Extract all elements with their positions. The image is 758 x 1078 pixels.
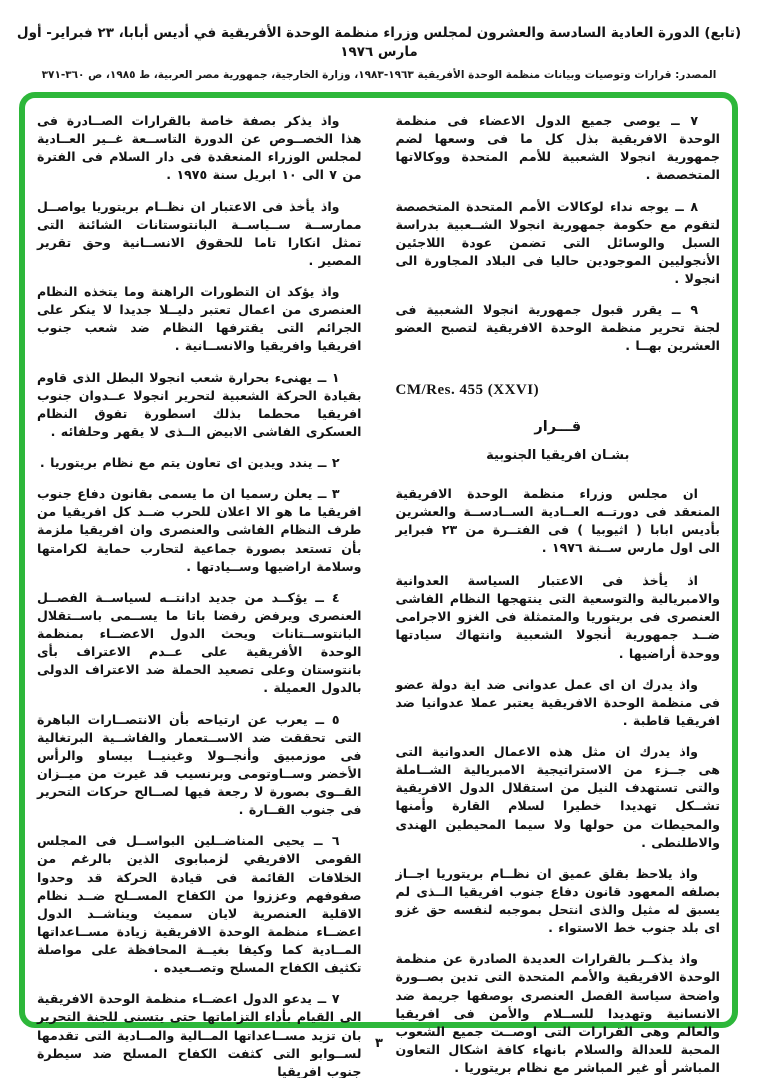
paragraph: ٤ ــ يؤكــد من جديد ادانتــه لسياســة الفصــل العنصرى ويرفض رفضا باتا ما يســمى باســتقلال البانتوســتانات ويحث الدول الاعضــاء بمنظمة الوحدة الأفريقية على عــدم الاعتراف بأى بانتوستان وعلى تصعيد الحملة ضد الاعتراف الدولى بالدول العميلة . <box>37 589 362 696</box>
page-header <box>0 0 758 81</box>
paragraph: ٧ ــ يوصى جميع الدول الاعضاء فى منظمة الوحدة الافريقية بذل كل ما فى وسعها لضم جمهورية انجولا الشعبية للأمم المتحدة ووكالاتها المتخصصة . <box>395 113 720 183</box>
right-column <box>395 112 721 1075</box>
paragraph: واذ يدرك ان مثل هذه الاعمال العدوانية التى هى جــزء من الاستراتيجية الامبريالية الشــاملة والتى تستهدف النيل من استقلال الدول الافريقية تشــكل تهديدا خطيرا لسلام القارة وأمنها والمحيطات من حولها ولا سيما المحيطين الهندى والاطلنطى . <box>395 744 720 850</box>
paragraph: واذ يؤكد ان التطورات الراهنة وما يتخذه النظام العنصرى من اعمال تعتبر دليــلا جديدا لا ينكر على الجرائم التى يقترفها النظام ضد شعب جنوب افريقيا وافريقيا والانســانية . <box>37 284 362 354</box>
paragraph: ٨ ــ يوجه نداء لوكالات الأمم المتحدة المتخصصة لتقوم مع حكومة جمهورية انجولا الشــعبية بدراسة السبل والوسائل التى تضمن عودة اللاجئين الأنجوليين الموجودين حاليا فى البلاد المجاورة الى انجولا . <box>395 198 720 286</box>
paragraph: واذ يأخذ فى الاعتبار ان نظــام بريتوريا يواصــل ممارســة ســياســة البانتوستانات الشائنة التى تمثل انكارا تاما للحقوق الانســانية وحق تقرير المصير . <box>37 198 362 268</box>
paragraph: ٣ ــ يعلن رسميا ان ما يسمى بقانون دفاع جنوب افريقيا ما هو الا اعلان للحرب ضــد كل افريقيا من طرف النظام الفاشى والعنصرى وان افريقيا ملزمة بأن تستعد بصورة جماعية لتحارب حماية لكرامتها وسلامة اراضيها وســيادتها . <box>37 486 362 574</box>
page-number: ٣ <box>375 1036 383 1051</box>
paragraph: واذ يدرك ان اى عمل عدوانى ضد اية دولة عضو فى منظمة الوحدة الافريقية يعتبر عملا عدوانيا ضد افريقيا قاطبة . <box>395 676 720 728</box>
paragraph: اذ يأخذ فى الاعتبار السياسة العدوانية والامبريالية والتوسعية التى ينتهجها النظام الفاشى العنصرى فى بريتوريا والمتمثلة فى الغزو الاجرامى ضــد جمهورية أنجولا الشعبية وانتهاك سيادتها ووحدة أراضيها . <box>395 573 720 661</box>
session-title: (تابع) الدورة العادية السادسة والعشرون لمجلس وزراء منظمة الوحدة الأفريقية في أديس أبابا، ٢٣ فبراير- أول مارس ١٩٧٦ <box>16 25 742 60</box>
paragraph: ٩ ــ يقرر قبول جمهورية انجولا الشعبية فى لجنة تحرير منظمة الوحدة الافريقية لتصبح العضو العشرين بهــا . <box>395 302 720 354</box>
left-column <box>37 112 362 1078</box>
two-column-layout <box>37 112 720 1078</box>
paragraph: ٧ ــ يدعو الدول اعضــاء منظمة الوحدة الافريقية الى القيام بأداء التزاماتها حتى يتسنى للجنة التحرير بان تزيد مســاعداتها المــالية والمــادية التى تقدمها لســوابو التى كثفت الكفاح المسلح ضد سيطرة جنوب افريقيا <box>37 991 362 1078</box>
resolution-subtitle: بشـان افريقيا الجنوبية <box>486 447 630 463</box>
paragraph: ٦ ــ يحيى المناضــلين البواســل فى المجلس القومى الافريقي لزمبابوى الذين بالرغم من الخلافات القائمة فى قيادة الحركة قد وحدوا صفوفهم وعززوا من الكفاح المســلح ضــد نظام الاقلية العنصرية لايان سميث ويناشــد الدول اعضــاء منظمة الوحدة الافريقية زيادة مســاعداتها المــادية كما وكيفا بغيــة المحافظة على مواصلة تكثيف الكفاح المسلح وتصــعيده . <box>37 833 362 976</box>
paragraph: ٢ ــ يندد ويدين اى تعاون يتم مع نظام بريتوريا . <box>39 455 340 470</box>
green-border-frame <box>19 92 738 1078</box>
paragraph: واذ يلاحظ بقلق عميق ان نظــام بريتوريا اجــاز بصلفه المعهود قانون دفاع جنوب افريقيا الــذى لم يسبق له مثيل والذى انتحل بموجبه لنفسه حق غزو اى بلد جنوب خط الاستواء . <box>395 865 720 936</box>
paragraph: واذ يذكــر بالقرارات العديدة الصادرة عن منظمة الوحدة الافريقية والأمم المتحدة التى تدين بصــورة واضحة سياسة الفصل العنصرى بوصفها جريمة ضد الانسانية وتهديدا للســلام والأمن فى افريقيا والعالم وهى القرارات التى اوصــت جميع الشعوب المحبة للعدالة والسلام بانهاء كافة اشكال التعاون المباشر أو غير المباشر مع نظام بريتوريا . <box>395 951 720 1075</box>
paragraph: ان مجلس وزراء منظمة الوحدة الافريقية المنعقد فى دورتــه العــادية الســادســة والعشرين بأديس ابابا ( اثيوبيا ) فى الفتــرة من ٢٣ فبراير الى اول مارس ســنة ١٩٧٦ . <box>395 485 720 555</box>
resolution-title: قـــرار <box>534 418 582 435</box>
paragraph: ١ ــ يهنىء بحرارة شعب انجولا البطل الذى قاوم بقيادة الحركة الشعبية لتحرير انجولا عــدوان جنوب افريقيا محطما بذلك اسطورة تفوق النظام العسكرى الفاشى الابيض الــذى لا يقهر وحلفائه . <box>37 369 362 439</box>
source-citation: المصدر: قرارات وتوصيات وبيانات منظمة الوحدة الأفريقية ١٩٦٣-١٩٨٣، وزارة الخارجية، جمهورية مصر العربية، ط ١٩٨٥، ص ٣٦٠-٣٧١ <box>41 68 717 81</box>
paragraph: ٥ ــ يعرب عن ارتياحه بأن الانتصــارات الباهرة التى تحققت ضد الاســتعمار والفاشــية البرتغالية فى موزمبيق وأنجــولا وغينيــا بيساو والرأس الأخضر وســاوتومى وبرنسيب قد غيرت من ميــزان القــوى بصورة لا رجعة فيها لصــالح حركات التحرير فى جنوب القــارة . <box>37 711 362 818</box>
paragraph: واذ يذكر بصفة خاصة بالقرارات الصــادرة فى هذا الخصــوص عن الدورة التاســعة غــير العــادية لمجلس الوزراء المنعقدة فى دار السلام فى الفترة من ٧ الى ١٠ ابريل سنة ١٩٧٥ . <box>37 113 362 183</box>
resolution-reference: CM/Res. 455 (XXVI) <box>395 381 540 398</box>
